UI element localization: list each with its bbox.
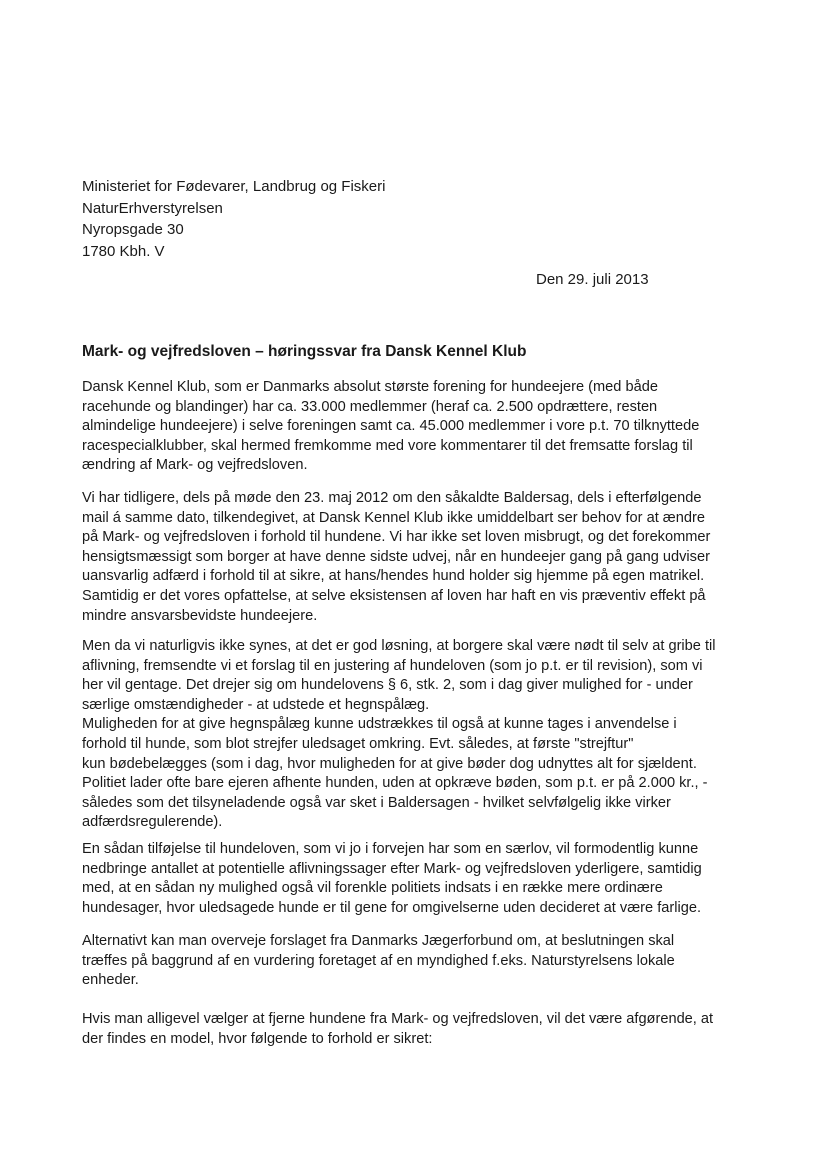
text-line: træffes på baggrund af en vurdering foretaget af en myndighed f.eks. Naturstyrelsens lokale: [82, 952, 675, 969]
text-line: mail á samme dato, tilkendegivet, at Dansk Kennel Klub ikke umiddelbart ser behov for at ændre: [82, 509, 705, 526]
text-line: Hvis man alligevel vælger at fjerne hundene fra Mark- og vejfredsloven, vil det være afgørende, at: [82, 1011, 714, 1027]
recipient-line: NaturErhverstyrelsen: [82, 199, 223, 217]
text-line: med, at en sådan ny mulighed også vil forenkle politiets indsats i en række mere ordinære: [82, 880, 663, 897]
text-line: En sådan tilføjelse til hundeloven, som vi jo i forvejen har som en særlov, vil formodentlig kunne: [82, 841, 699, 857]
text-line: racehunde og blandinger) har ca. 33.000 medlemmer (heraf ca. 2.500 opdrættere, resten: [82, 398, 658, 415]
text-line: Alternativt kan man overveje forslaget fra Danmarks Jægerforbund om, at beslutningen skal: [82, 933, 675, 949]
paragraph-addition: [82, 840, 702, 918]
paragraph-history: [82, 489, 710, 626]
text-line: almindelige hundeejere) i selve foreningen samt ca. 45.000 medlemmer i vore p.t. 70 tilknyttede: [82, 418, 700, 435]
text-line: hundesager, hvor uledsagede hunde er til gene for omgivelserne uden decideret at være farlige.: [82, 899, 702, 916]
text-line: uansvarlig adfærd i forhold til at sikre, at hans/hendes hund holder sig hjemme på egen matrikel.: [82, 568, 705, 585]
paragraph-intro: [82, 378, 699, 476]
text-line: hensigtsmæssigt som borger at have denne sidste udvej, når en hundeejer gang på gang udviser: [82, 548, 710, 565]
text-line: Politiet lader ofte bare ejeren afhente hunden, uden at opkræve bøden, som p.t. er på 2.000 kr., -: [82, 775, 708, 792]
paragraph-alternative: [82, 932, 675, 991]
letter-title: Mark- og vejfredsloven – høringssvar fra Dansk Kennel Klub: [82, 343, 527, 360]
text-line: enheder.: [82, 972, 139, 989]
paragraph-conclusion: [82, 1010, 713, 1049]
recipient-line: Nyropsgade 30: [82, 221, 184, 238]
text-line: Samtidig er det vores opfattelse, at selve eksistensen af loven har haft en vis præventiv effekt på: [82, 587, 706, 604]
text-line: racespecialklubber, skal hermed fremkomme med vore kommentarer til det fremsatte forslag til: [82, 437, 693, 454]
recipient-line: Ministeriet for Fødevarer, Landbrug og Fiskeri: [82, 178, 386, 195]
text-line: Muligheden for at give hegnspålæg kunne udstrækkes til også at kunne tages i anvendelse i: [82, 716, 677, 733]
letter-date: Den 29. juli 2013: [536, 271, 649, 288]
paragraph-proposal: [82, 637, 716, 833]
text-line: mindre ansvarsbevidste hundeejere.: [82, 607, 318, 624]
recipient-address: [82, 176, 385, 262]
text-line: der findes en model, hvor følgende to forhold er sikret:: [82, 1030, 433, 1047]
text-line: Dansk Kennel Klub, som er Danmarks absolut største forening for hundeejere (med både: [82, 379, 658, 395]
text-line: kun bødebelægges (som i dag, hvor muligheden for at give bøder dog udnyttes alt for sjældent.: [82, 755, 697, 772]
text-line: på Mark- og vejfredsloven i forhold til hundene. Vi har ikke set loven misbrugt, og det forekommer: [82, 529, 711, 546]
recipient-line: 1780 Kbh. V: [82, 242, 165, 260]
text-line: særlige omstændigheder - at udstede et hegnspålæg.: [82, 696, 430, 713]
text-line: her vil gentage. Det drejer sig om hundelovens § 6, stk. 2, som i dag giver mulighed for - under: [82, 677, 693, 694]
text-line: nedbringe antallet at potentielle aflivningssager efter Mark- og vejfredsloven yderligere, samtidig: [82, 860, 702, 877]
text-line: adfærdsregulerende).: [82, 814, 223, 831]
text-line: således som det tilsyneladende også var sket i Baldersagen - hvilket selvfølgelig ikke virker: [82, 794, 671, 811]
text-line: aflivning, fremsendte vi et forslag til en justering af hundeloven (som jo p.t. er til revision), som vi: [82, 657, 703, 674]
text-line: Vi har tidligere, dels på møde den 23. maj 2012 om den såkaldte Baldersag, dels i efterfølgende: [82, 490, 702, 506]
text-line: Men da vi naturligvis ikke synes, at det er god løsning, at borgere skal være nødt til selv at gribe til: [82, 638, 716, 654]
text-line: forhold til hunde, som blot strejfer uledsaget omkring. Evt. således, at første "strejftur": [82, 735, 634, 752]
text-line: ændring af Mark- og vejfredsloven.: [82, 457, 308, 474]
